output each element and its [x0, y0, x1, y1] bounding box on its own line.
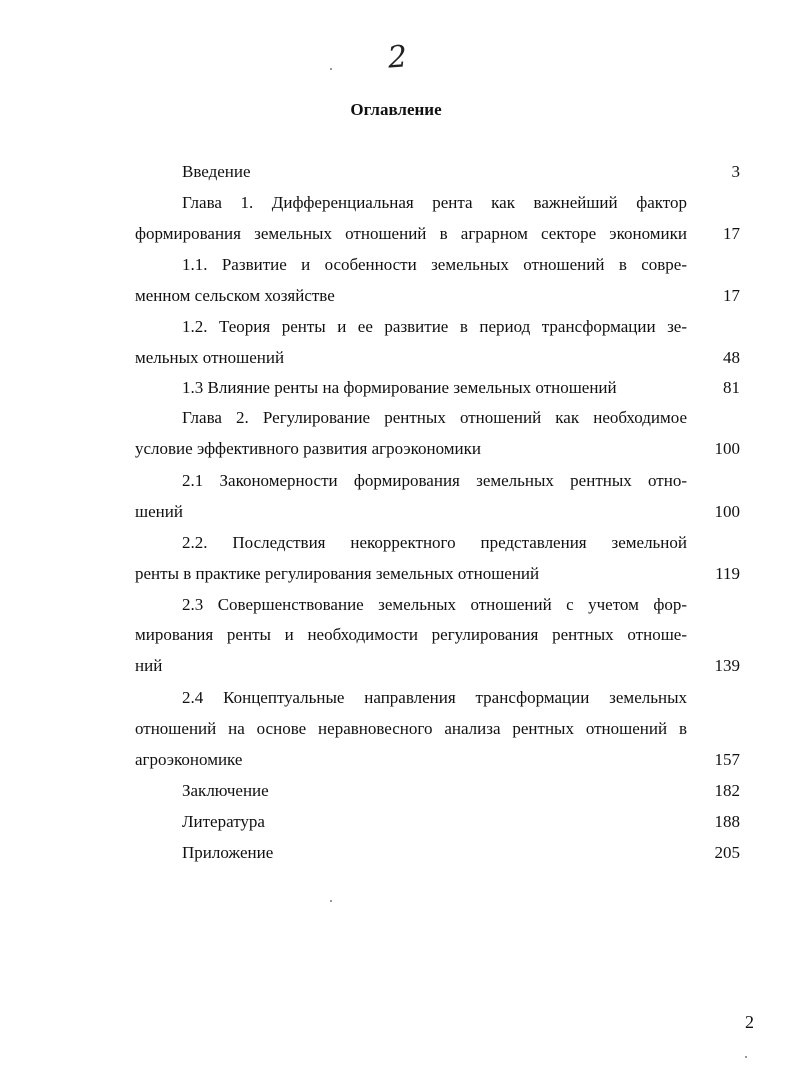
toc-entry-section-1-3: [135, 373, 740, 403]
toc-entry-section-1-2: [135, 312, 740, 342]
toc-entry-text: Заключение: [182, 781, 269, 800]
toc-entry-page: 48: [723, 348, 740, 367]
toc-entry-chapter-2-cont: [135, 434, 740, 464]
toc-entry-introduction: [135, 157, 740, 187]
toc-entry-chapter-1: [135, 188, 740, 218]
toc-entry-appendix: [135, 838, 740, 868]
scan-speck: [330, 68, 332, 70]
toc-entry-conclusion: [135, 776, 740, 806]
toc-entry-text: 1.2. Теория ренты и ее развитие в период трансформации зе-: [182, 317, 687, 336]
toc-entry-chapter-1-cont: [135, 219, 740, 249]
toc-entry-text: 1.1. Развитие и особенности земельных отношений в совре-: [182, 255, 687, 274]
toc-entry-page: 139: [714, 656, 740, 675]
toc-entry-text: 2.2. Последствия некорректного представления земельной: [182, 533, 687, 552]
toc-entry-literature: [135, 807, 740, 837]
toc-entry-page: 17: [723, 286, 740, 305]
toc-entry-text: 1.3 Влияние ренты на формирование земельных отношений: [182, 378, 617, 397]
toc-entry-text: менном сельском хозяйстве: [135, 286, 335, 305]
toc-entry-page: 100: [714, 439, 740, 458]
toc-entry-text: Глава 2. Регулирование рентных отношений как необходимое: [182, 408, 687, 427]
toc-entry-text: ний: [135, 656, 163, 675]
page-number: 2: [745, 1012, 754, 1032]
toc-entry-text: Введение: [182, 162, 251, 181]
toc-entry-section-1-2-cont: [135, 343, 740, 373]
handwritten-page-mark: 2: [386, 39, 409, 76]
scan-speck: [330, 900, 332, 902]
toc-entry-section-2-1-cont: [135, 497, 740, 527]
toc-entry-text: Приложение: [182, 843, 274, 862]
toc-title: Оглавление: [350, 100, 442, 119]
toc-entry-section-2-2: [135, 528, 740, 558]
toc-entry-section-1-1-cont: [135, 281, 740, 311]
toc-entry-page: 188: [714, 812, 740, 831]
toc-entry-section-2-4-cont: [135, 714, 740, 744]
toc-entry-page: 182: [714, 781, 740, 800]
toc-entry-text: 2.1 Закономерности формирования земельных рентных отно-: [182, 471, 687, 490]
toc-entry-text: 2.4 Концептуальные направления трансформации земельных: [182, 688, 687, 707]
toc-entry-text: условие эффективного развития агроэкономики: [135, 439, 481, 458]
toc-entry-section-2-4-end: [135, 745, 740, 775]
toc-entry-page: 100: [714, 502, 740, 521]
toc-entry-text: формирования земельных отношений в аграрном секторе экономики: [135, 224, 687, 243]
toc-entry-text: Литература: [182, 812, 265, 831]
toc-entry-section-2-3: [135, 590, 740, 620]
toc-entry-text: 2.3 Совершенствование земельных отношений с учетом фор-: [182, 595, 687, 614]
toc-entry-section-1-1: [135, 250, 740, 280]
toc-entry-page: 81: [723, 378, 740, 397]
toc-entry-section-2-4: [135, 683, 740, 713]
toc-entry-page: 205: [714, 843, 740, 862]
toc-entry-page: 157: [714, 750, 740, 769]
toc-entry-section-2-3-end: [135, 651, 740, 681]
toc-entry-text: Глава 1. Дифференциальная рента как важнейший фактор: [182, 193, 687, 212]
toc-entry-text: агроэкономике: [135, 750, 243, 769]
toc-entry-page: 17: [723, 224, 740, 243]
toc-entry-text: ренты в практике регулирования земельных отношений: [135, 564, 540, 583]
toc-entry-page: 119: [715, 564, 740, 583]
toc-entry-text: шений: [135, 502, 183, 521]
toc-entry-section-2-2-cont: [135, 559, 740, 589]
toc-entry-text: отношений на основе неравновесного анализа рентных отношений в: [135, 719, 687, 738]
toc-entry-chapter-2: [135, 403, 740, 433]
toc-entry-section-2-3-cont: [135, 620, 740, 650]
toc-entry-page: 3: [731, 162, 740, 181]
toc-entry-section-2-1: [135, 466, 740, 496]
scan-speck: [745, 1056, 747, 1058]
toc-entry-text: мельных отношений: [135, 348, 285, 367]
toc-entry-text: мирования ренты и необходимости регулирования рентных отноше-: [135, 625, 687, 644]
